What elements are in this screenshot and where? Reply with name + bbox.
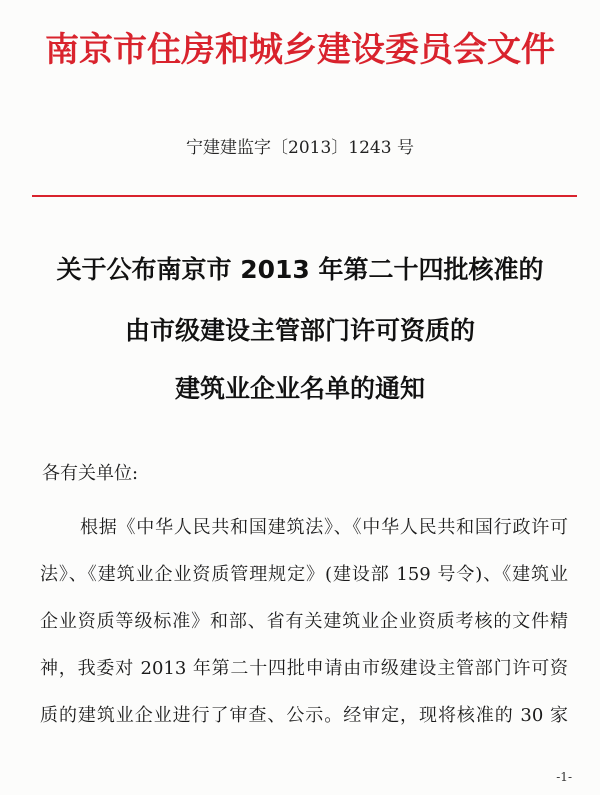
red-divider-line bbox=[32, 195, 577, 197]
body-paragraph-line: 质的建筑业企业进行了审查、公示。经审定，现将核准的 30 家 bbox=[40, 705, 568, 726]
notice-title-line-3: 建筑业企业名单的通知 bbox=[174, 374, 425, 403]
page-number: -1- bbox=[556, 770, 572, 784]
agency-masthead-title: 南京市住房和城乡建设委员会文件 bbox=[45, 30, 555, 70]
salutation: 各有关单位: bbox=[42, 463, 139, 484]
document-number: 宁建建监字〔2013〕1243 号 bbox=[186, 138, 414, 158]
body-paragraph-line: 企业资质等级标准》和部、省有关建筑业企业资质考核的文件精 bbox=[40, 611, 568, 632]
notice-title-line-1: 关于公布南京市 2013 年第二十四批核准的 bbox=[56, 255, 544, 284]
notice-title-line-2: 由市级建设主管部门许可资质的 bbox=[124, 316, 475, 345]
body-paragraph-line: 法》、《建筑业企业资质管理规定》(建设部 159 号令)、《建筑业 bbox=[40, 564, 568, 585]
body-paragraph-line: 根据《中华人民共和国建筑法》、《中华人民共和国行政许可 bbox=[80, 517, 568, 538]
body-paragraph-line: 神，我委对 2013 年第二十四批申请由市级建设主管部门许可资 bbox=[40, 658, 568, 679]
